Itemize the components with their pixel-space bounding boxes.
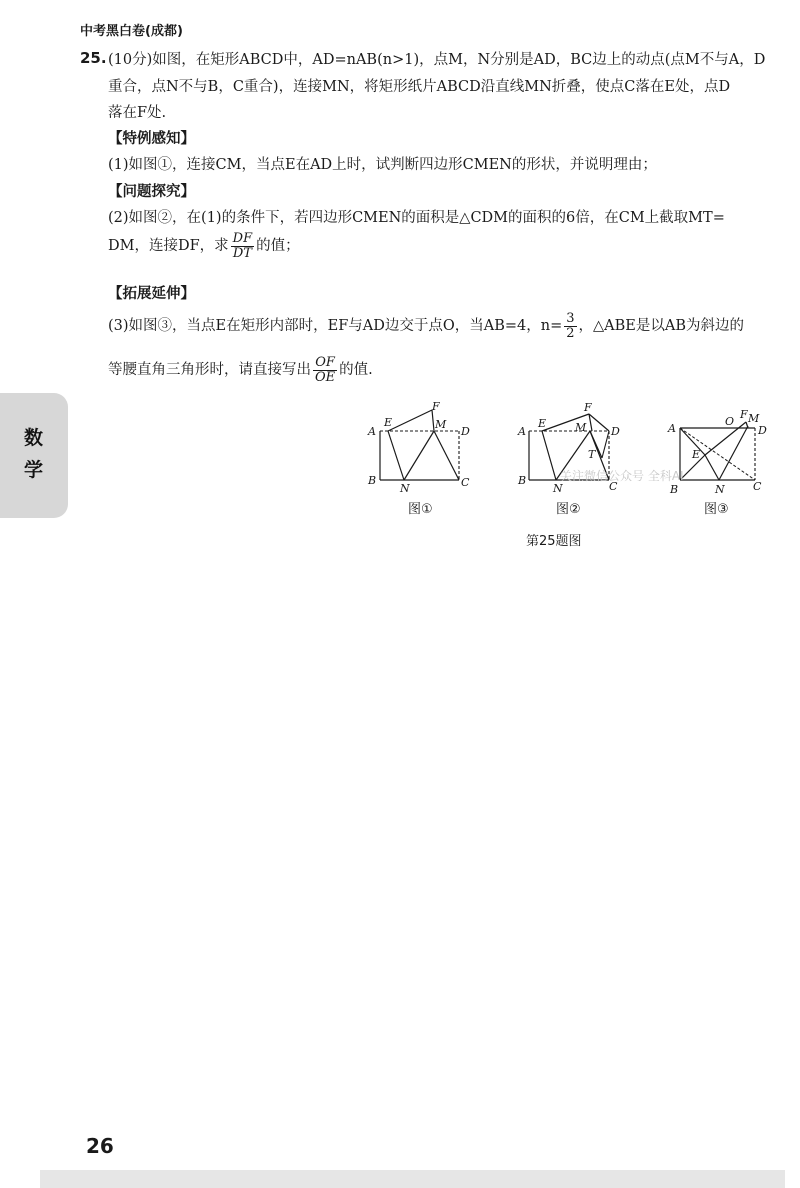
part3-line2-suffix: 的值.	[339, 362, 373, 379]
fraction-denominator: DT	[232, 245, 252, 261]
fraction-of-oe	[313, 356, 337, 384]
fraction-denominator: 2	[566, 325, 575, 341]
part2-text-line2	[108, 232, 300, 260]
label-a: A	[368, 425, 376, 438]
part2-prefix: DM，连接DF，求	[108, 238, 229, 255]
bottom-shadow-bar	[40, 1170, 785, 1188]
section-heading-extension: 【拓展延伸】	[108, 286, 195, 302]
fraction-n-value	[564, 312, 576, 340]
figure-3-caption: 图③	[704, 502, 729, 517]
label-n: N	[400, 482, 410, 495]
label-c: C	[609, 480, 618, 493]
question-number: 25.	[80, 49, 107, 67]
label-c: C	[461, 476, 470, 489]
subject-side-tab	[0, 393, 68, 518]
part3-suffix: ，△ABE是以AB为斜边的	[578, 318, 745, 335]
label-d: D	[461, 425, 470, 438]
label-c: C	[753, 480, 762, 493]
part2-suffix: 的值；	[256, 238, 300, 255]
label-n: N	[715, 483, 725, 496]
label-e: E	[692, 448, 701, 461]
label-e: E	[538, 417, 547, 430]
section-heading-exploration: 【问题探究】	[108, 184, 195, 200]
fraction-numerator: 3	[566, 311, 575, 326]
label-d: D	[611, 425, 620, 438]
part3-prefix: (3)如图③，当点E在矩形内部时，EF与AD边交于点O，当AB=4，n=	[108, 318, 563, 335]
fraction-df-dt	[231, 232, 254, 260]
label-e: E	[384, 416, 393, 429]
part2-text-line1: (2)如图②，在(1)的条件下，若四边形CMEN的面积是△CDM的面积的6倍，在CM上截取MT=	[108, 210, 725, 226]
figure-1	[362, 398, 482, 498]
figure-group-caption: 第25题图	[526, 534, 582, 549]
label-b: B	[518, 474, 527, 487]
label-t: T	[588, 448, 596, 461]
problem-line-3: 落在F处.	[108, 105, 167, 121]
label-m: M	[435, 418, 447, 431]
problem-line-2: 重合，点N不与B，C重合)，连接MN，将矩形纸片ABCD沿直线MN折叠，使点C落在E处，点D	[108, 79, 731, 95]
fraction-denominator: OE	[315, 369, 336, 385]
side-tab-char-2: 学	[24, 459, 44, 481]
label-b: B	[368, 474, 377, 487]
figure-1-caption: 图①	[408, 502, 433, 517]
fraction-numerator: DF	[232, 231, 253, 246]
fraction-numerator: OF	[313, 356, 337, 371]
label-n: N	[553, 482, 563, 495]
part1-text: (1)如图①，连接CM，当点E在AD上时，试判断四边形CMEN的形状，并说明理由；	[108, 157, 657, 173]
problem-line-1: (10分)如图，在矩形ABCD中，AD=nAB(n>1)，点M，N分别是AD，BC边上的动点(点M不与A，D	[108, 52, 766, 68]
label-a: A	[518, 425, 526, 438]
page-number: 26	[86, 1134, 114, 1158]
watermark-text: 关注微信公众号 全科AI	[560, 469, 684, 483]
part3-line2-prefix: 等腰直角三角形时，请直接写出	[108, 362, 311, 379]
label-d: D	[758, 424, 767, 437]
label-f: F	[432, 400, 440, 413]
label-m: M	[575, 421, 587, 434]
section-heading-special-case: 【特例感知】	[108, 131, 195, 147]
label-m: M	[748, 412, 760, 425]
side-tab-char-1: 数	[24, 427, 44, 449]
label-o: O	[725, 415, 735, 428]
part3-text-line1	[108, 312, 744, 340]
part3-text-line2	[108, 356, 373, 384]
label-a: A	[668, 422, 676, 435]
label-f: F	[584, 401, 592, 414]
book-header: 中考黑白卷(成都)	[80, 24, 183, 39]
figure-2-caption: 图②	[556, 502, 581, 517]
label-f: F	[740, 408, 748, 421]
label-b: B	[670, 483, 679, 496]
